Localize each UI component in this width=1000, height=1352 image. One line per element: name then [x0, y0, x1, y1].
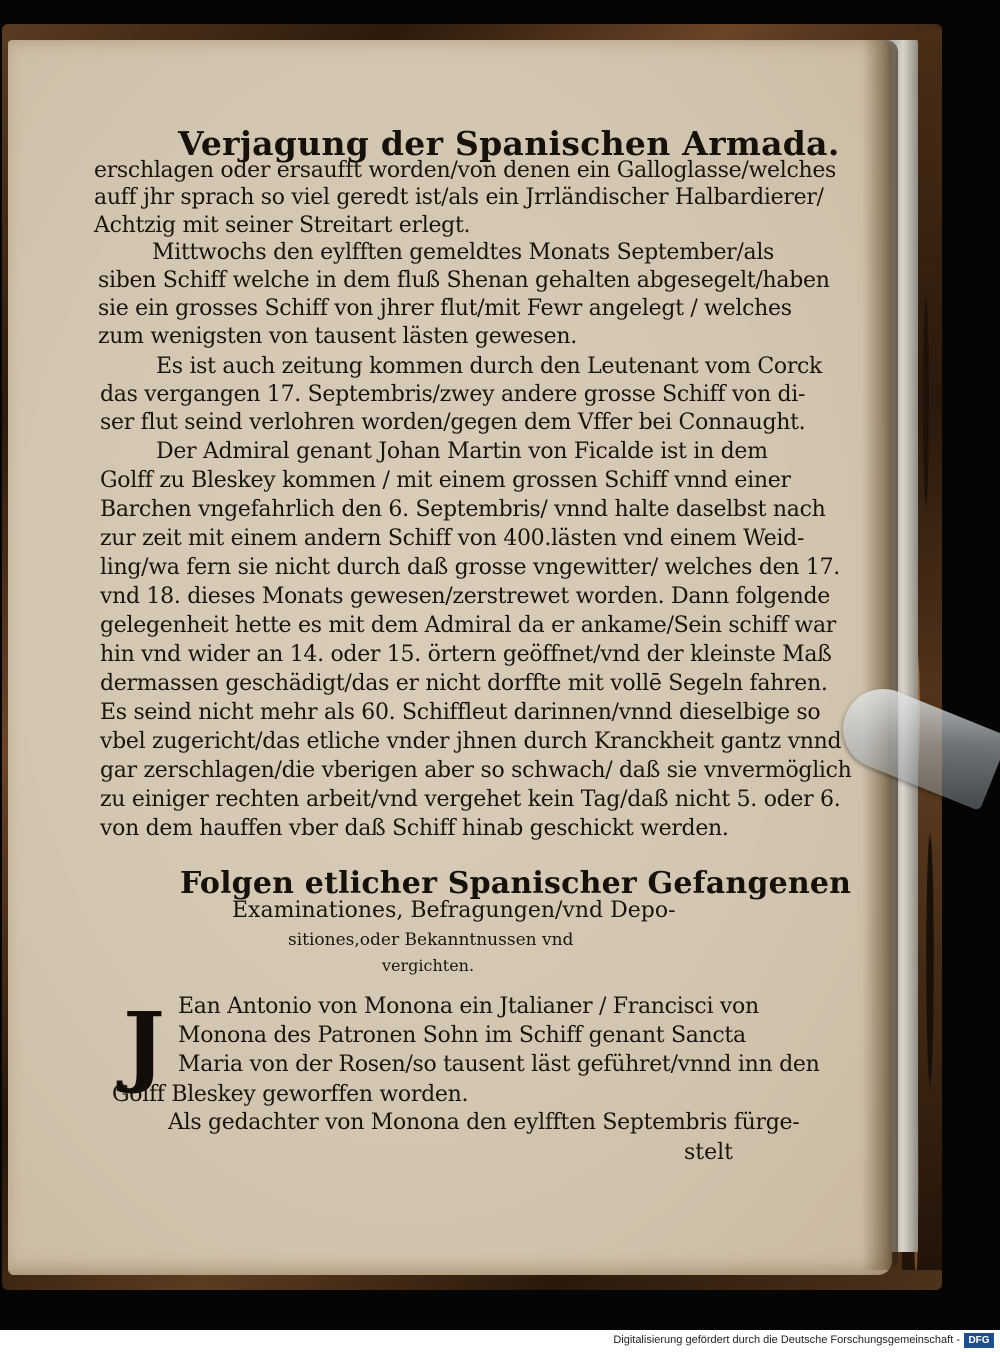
text-line: sie ein grosses Schiff von jhrer flut/mit Fewr angelegt / welches [98, 296, 792, 321]
text-line: Golff Bleskey geworffen worden. [112, 1082, 469, 1107]
text-line: das vergangen 17. Septembris/zwey andere grosse Schiff von di- [100, 382, 806, 407]
text-line: gar zerschlagen/die vberigen aber so schwach/ daß sie vnvermöglich [100, 758, 852, 783]
text-line: zum wenigsten von tausent lästen gewesen. [98, 324, 577, 349]
text-line: dermassen geschädigt/das er nicht dorffte mit vollē Segeln fahren. [100, 671, 828, 696]
text-line: vbel zugericht/das etliche vnder jhnen durch Kranckheit gantz vnnd [100, 729, 842, 754]
section-title: Folgen etlicher Spanischer Gefangenen [180, 866, 852, 901]
dfg-logo-icon: DFG [964, 1333, 994, 1348]
paragraph-text [112, 992, 820, 1136]
text-line: Mittwochs den eylfften gemeldtes Monats September/als [152, 240, 775, 265]
body-text [92, 158, 852, 841]
section-subtitle: sitiones,oder Bekanntnussen vnd [288, 930, 574, 950]
footer-bar [0, 1330, 1000, 1352]
text-line: Es ist auch zeitung kommen durch den Leutenant vom Corck [156, 354, 823, 379]
text-line: gelegenheit hette es mit dem Admiral da er ankame/Sein schiff war [100, 613, 836, 638]
text-line: Maria von der Rosen/so tausent läst geführet/vnnd inn den [178, 1052, 820, 1077]
text-line: Achtzig mit seiner Streitart erlegt. [94, 213, 471, 238]
text-line: von dem hauffen vber daß Schiff hinab geschickt werden. [100, 816, 729, 841]
text-line: Es seind nicht mehr als 60. Schiffleut darinnen/vnnd dieselbige so [100, 700, 821, 725]
running-head: Verjagung der Spanischen Armada. [178, 124, 840, 163]
text-line: Als gedachter von Monona den eylfften Septembris fürge- [168, 1110, 800, 1135]
decorated-initial: J [123, 992, 165, 1096]
section-subtitle: vergichten. [382, 956, 475, 975]
text-line: Ean Antonio von Monona ein Jtalianer / Francisci von [178, 994, 759, 1019]
text-line: Monona des Patronen Sohn im Schiff genant Sancta [178, 1023, 746, 1048]
text-line: vnd 18. dieses Monats gewesen/zerstrewet worden. Dann folgende [100, 584, 831, 609]
text-line: Barchen vngefahrlich den 6. Septembris/ vnnd halte daselbst nach [100, 497, 826, 522]
text-line: zur zeit mit einem andern Schiff von 400.lästen vnd einem Weid- [100, 526, 805, 551]
text-line: ling/wa fern sie nicht durch daß grosse vngewitter/ welches den 17. [100, 555, 840, 580]
footer-credit: Digitalisierung gefördert durch die Deutsche Forschungsgemeinschaft - [613, 1334, 960, 1346]
text-line: hin vnd wider an 14. oder 15. örtern geöffnet/vnd der kleinste Maß [100, 642, 832, 667]
text-line: siben Schiff welche in dem fluß Shenan gehalten abgesegelt/haben [98, 268, 830, 293]
text-line: erschlagen oder ersaufft worden/von denen ein Galloglasse/welches [94, 158, 837, 183]
text-line: Der Admiral genant Johan Martin von Ficalde ist in dem [156, 439, 768, 464]
text-line: Golff zu Bleskey kommen / mit einem grossen Schiff vnnd einer [100, 468, 791, 493]
text-line: ser flut seind verlohren worden/gegen dem Vffer bei Connaught. [100, 410, 806, 435]
section-subtitle: Examinationes, Befragungen/vnd Depo- [232, 898, 676, 923]
catchword: stelt [684, 1140, 734, 1165]
text-line: auff jhr sprach so viel geredt ist/als ein Jrrländischer Halbardierer/ [94, 185, 824, 210]
text-line: zu einiger rechten arbeit/vnd vergehet kein Tag/daß nicht 5. oder 6. [100, 787, 841, 812]
page-fore-edge-shadow [862, 40, 898, 1270]
